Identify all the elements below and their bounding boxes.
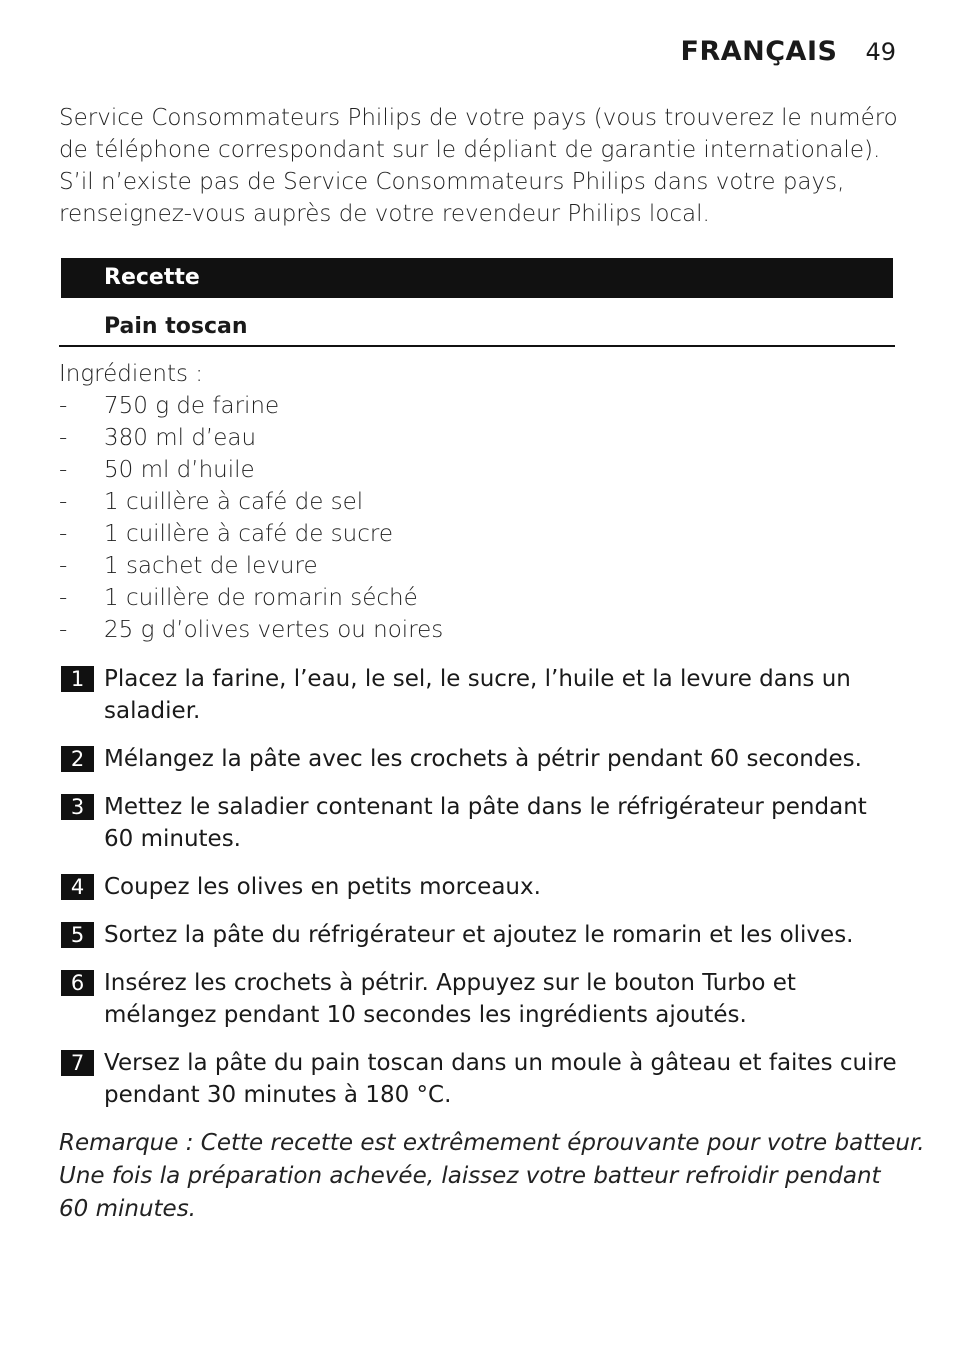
ingredient-item: [59, 614, 899, 646]
section-title: Recette: [61, 258, 893, 298]
bullet-dash: -: [59, 425, 68, 451]
intro-paragraph: [59, 102, 899, 230]
note-line: Une fois la préparation achevée, laissez votre batteur refroidir pendant: [59, 1163, 881, 1189]
ingredient-item: [59, 454, 899, 486]
intro-line: de téléphone correspondant sur le dépliant de garantie internationale).: [59, 137, 881, 163]
step-item: [61, 663, 899, 727]
step-text: saladier.: [104, 698, 201, 724]
ingredient-item: [59, 518, 899, 550]
recipe-note: [59, 1127, 925, 1226]
step-number-badge: 7: [61, 1050, 94, 1076]
intro-line: renseignez-vous auprès de votre revendeur Philips local.: [59, 201, 710, 227]
step-number-badge: 3: [61, 794, 94, 820]
ingredient-text: 1 cuillère à café de sucre: [104, 521, 393, 547]
ingredient-text: 1 cuillère à café de sel: [104, 489, 364, 515]
bullet-dash: -: [59, 617, 68, 643]
ingredient-text: 1 cuillère de romarin séché: [104, 585, 418, 611]
step-item: [61, 871, 899, 903]
recipe-title: Pain toscan: [59, 310, 895, 347]
ingredient-item: [59, 582, 899, 614]
bullet-dash: -: [59, 393, 68, 419]
step-number-badge: 5: [61, 922, 94, 948]
ingredient-text: 25 g d’olives vertes ou noires: [104, 617, 444, 643]
step-text: mélangez pendant 10 secondes les ingrédients ajoutés.: [104, 1002, 747, 1028]
steps-list: [61, 663, 899, 1127]
bullet-dash: -: [59, 585, 68, 611]
ingredient-text: 50 ml d’huile: [104, 457, 255, 483]
note-line: 60 minutes.: [59, 1196, 196, 1222]
ingredient-text: 1 sachet de levure: [104, 553, 318, 579]
step-number-badge: 1: [61, 666, 94, 692]
ingredients-list: [59, 358, 899, 646]
step-text: pendant 30 minutes à 180 °C.: [104, 1082, 452, 1108]
bullet-dash: -: [59, 553, 68, 579]
intro-line: Service Consommateurs Philips de votre pays (vous trouverez le numéro: [59, 105, 898, 131]
step-text: Coupez les olives en petits morceaux.: [104, 874, 541, 900]
bullet-dash: -: [59, 489, 68, 515]
step-text: Mélangez la pâte avec les crochets à pétrir pendant 60 secondes.: [104, 746, 862, 772]
ingredient-item: [59, 486, 899, 518]
step-item: [61, 919, 899, 951]
step-text: 60 minutes.: [104, 826, 241, 852]
step-item: [61, 1047, 899, 1111]
step-number-badge: 4: [61, 874, 94, 900]
step-number-badge: 2: [61, 746, 94, 772]
step-item: [61, 791, 899, 855]
page-number: 49: [865, 38, 896, 66]
bullet-dash: -: [59, 521, 68, 547]
step-item: [61, 743, 899, 775]
step-text: Insérez les crochets à pétrir. Appuyez sur le bouton Turbo et: [104, 970, 796, 996]
step-text: Placez la farine, l’eau, le sel, le sucre, l’huile et la levure dans un: [104, 666, 851, 692]
note-line: Remarque : Cette recette est extrêmement éprouvante pour votre batteur.: [59, 1130, 925, 1156]
ingredient-item: [59, 550, 899, 582]
ingredient-text: 750 g de farine: [104, 393, 280, 419]
ingredient-item: [59, 390, 899, 422]
ingredient-text: 380 ml d’eau: [104, 425, 257, 451]
step-text: Sortez la pâte du réfrigérateur et ajoutez le romarin et les olives.: [104, 922, 854, 948]
page-header: [681, 36, 896, 67]
step-text: Versez la pâte du pain toscan dans un moule à gâteau et faites cuire: [104, 1050, 897, 1076]
bullet-dash: -: [59, 457, 68, 483]
language-label: FRANÇAIS: [680, 36, 838, 67]
step-number-badge: 6: [61, 970, 94, 996]
ingredient-item: [59, 422, 899, 454]
ingredients-label: Ingrédients :: [59, 361, 204, 387]
step-text: Mettez le saladier contenant la pâte dans le réfrigérateur pendant: [104, 794, 867, 820]
intro-line: S’il n’existe pas de Service Consommateurs Philips dans votre pays,: [59, 169, 845, 195]
step-item: [61, 967, 899, 1031]
